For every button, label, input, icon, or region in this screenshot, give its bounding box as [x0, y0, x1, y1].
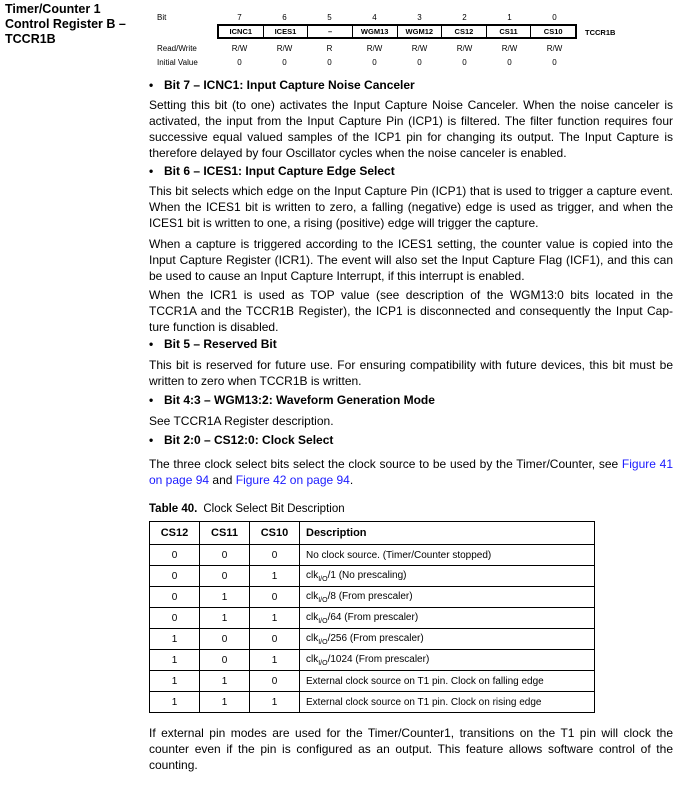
initial-value: 0	[417, 58, 422, 67]
bit5-heading: • Bit 5 – Reserved Bit	[149, 337, 277, 351]
table-row	[150, 650, 595, 671]
bit-number: 1	[507, 13, 512, 22]
initial-value: 0	[462, 58, 467, 67]
cell-description: External clock source on T1 pin. Clock on rising edge	[300, 692, 595, 713]
bit-number: 2	[462, 13, 467, 22]
bit6-heading: • Bit 6 – ICES1: Input Capture Edge Select	[149, 164, 395, 178]
cell-cs11: 0	[200, 545, 250, 566]
cell-cs11: 0	[200, 566, 250, 587]
clock-select-table	[149, 521, 595, 713]
bit20-para: The three clock select bits select the clock source to be used by the Timer/Counter, see Figure 41 on page 94 and Figure 42 on page 94.	[149, 457, 673, 487]
register-field: CS11	[487, 26, 532, 37]
cell-cs10: 0	[250, 545, 300, 566]
register-field: ICES1	[264, 26, 309, 37]
bit43-para: See TCCR1A Register description.	[149, 414, 334, 428]
rw-value: R/W	[456, 44, 473, 53]
bit6-para-2: When a capture is triggered according to the ICES1 setting, the counter value is copied into the Input Capture Register (ICR1). The event will also set the Input Capture Flag (ICF1), and this can be used to cause an Input Capture Interrupt, if this interrupt is enabled.	[149, 237, 673, 283]
footer-para: If external pin modes are used for the Timer/Counter1, transitions on the T1 pin will clock the counter even if the pin is configured as an output. This feature allows software control of the counting.	[149, 726, 673, 772]
cell-cs10: 1	[250, 650, 300, 671]
initial-value: 0	[507, 58, 512, 67]
cell-cs12: 0	[150, 566, 200, 587]
cell-description: External clock source on T1 pin. Clock on falling edge	[300, 671, 595, 692]
cell-cs11: 1	[200, 608, 250, 629]
cell-cs11: 1	[200, 692, 250, 713]
rw-value: R	[326, 44, 333, 53]
cell-cs10: 1	[250, 608, 300, 629]
bit6-para-3: When the ICR1 is used as TOP value (see description of the WGM13:0 bits located in the TCCR1A and the TCCR1B Register), the ICP1 is disconnected and consequently the Input Cap-ture function is disabled.	[149, 288, 673, 334]
bit-number: 4	[372, 13, 377, 22]
register-field: –	[308, 26, 353, 37]
cell-cs10: 1	[250, 566, 300, 587]
bit43-heading: • Bit 4:3 – WGM13:2: Waveform Generation Mode	[149, 393, 435, 407]
rw-value: R/W	[411, 44, 428, 53]
cell-cs11: 1	[200, 587, 250, 608]
cell-cs11: 0	[200, 650, 250, 671]
section-title: Timer/Counter 1 Control Register B – TCCR1B	[5, 2, 126, 46]
iv-row-label: Initial Value	[157, 58, 198, 67]
register-field: ICNC1	[219, 26, 264, 37]
figure42-link[interactable]: Figure 42 on page 94	[235, 473, 350, 487]
rw-value: R/W	[366, 44, 383, 53]
col-cs11: CS11	[200, 522, 250, 545]
table-row	[150, 671, 595, 692]
cell-cs12: 1	[150, 692, 200, 713]
cell-cs12: 0	[150, 608, 200, 629]
cell-description: clk$_{I/O}$/1024 (From prescaler)	[300, 650, 595, 671]
register-fields	[217, 24, 577, 39]
cell-description: clk$_{I/O}$/8 (From prescaler)	[300, 587, 595, 608]
bit20-heading: • Bit 2:0 – CS12:0: Clock Select	[149, 433, 334, 447]
bit5-para: This bit is reserved for future use. For ensuring compatibility with future devices, this bit must be written to zero when TCCR1B is written.	[149, 358, 673, 388]
cell-cs12: 1	[150, 671, 200, 692]
cell-description: clk$_{I/O}$/1 (No prescaling)	[300, 566, 595, 587]
register-name: TCCR1B	[585, 28, 616, 37]
cell-cs10: 0	[250, 587, 300, 608]
register-field: CS10	[543, 27, 563, 36]
bit7-para: Setting this bit (to one) activates the Input Capture Noise Canceler. When the noise canceler is activated, the input from the Input Capture Pin (ICP1) is filtered. The filter function requires four successive equal valued samples of the ICP1 pin for changing its output. The Input Capture is therefore delayed by four Oscillator cycles when the noise canceler is enabled.	[149, 98, 673, 160]
table-row	[150, 545, 595, 566]
table-row	[150, 692, 595, 713]
cell-cs10: 0	[250, 629, 300, 650]
table-caption: Table 40. Clock Select Bit Description	[149, 503, 345, 515]
table-row	[150, 587, 595, 608]
bit-number: 3	[417, 13, 422, 22]
cell-cs10: 0	[250, 671, 300, 692]
table-row	[150, 629, 595, 650]
cell-cs12: 1	[150, 629, 200, 650]
bit-number: 7	[237, 13, 242, 22]
col-cs10: CS10	[250, 522, 300, 545]
cell-cs11: 1	[200, 671, 250, 692]
table-row	[150, 608, 595, 629]
cell-cs12: 1	[150, 650, 200, 671]
bit6-para-1: This bit selects which edge on the Input Capture Pin (ICP1) that is used to trigger a capture event. When the ICES1 bit is written to zero, a falling (negative) edge is used as trigger, and when the ICES1 bit is written to one, a rising (positive) edge will trigger the capture.	[149, 184, 673, 230]
rw-value: R/W	[501, 44, 518, 53]
rw-value: R/W	[546, 44, 563, 53]
initial-value: 0	[372, 58, 377, 67]
figure41-link[interactable]: Figure 41 on page 94	[149, 457, 673, 487]
bit-row-label: Bit	[157, 13, 167, 22]
register-field: WGM12	[398, 26, 443, 37]
bit-number: 6	[282, 13, 287, 22]
rw-value: R/W	[231, 44, 248, 53]
initial-value: 0	[552, 58, 557, 67]
col-description: Description	[300, 522, 595, 545]
cell-cs12: 0	[150, 545, 200, 566]
cell-description: clk$_{I/O}$/64 (From prescaler)	[300, 608, 595, 629]
rw-row-label: Read/Write	[157, 44, 197, 53]
register-field: WGM13	[353, 26, 398, 37]
initial-value: 0	[237, 58, 242, 67]
bit-number: 0	[552, 13, 557, 22]
bit7-heading: • Bit 7 – ICNC1: Input Capture Noise Canceler	[149, 78, 415, 92]
cell-cs11: 0	[200, 629, 250, 650]
table-row	[150, 566, 595, 587]
cell-cs12: 0	[150, 587, 200, 608]
rw-value: R/W	[276, 44, 293, 53]
cell-description: clk$_{I/O}$/256 (From prescaler)	[300, 629, 595, 650]
initial-value: 0	[327, 58, 332, 67]
cell-description: No clock source. (Timer/Counter stopped)	[300, 545, 595, 566]
initial-value: 0	[282, 58, 287, 67]
cell-cs10: 1	[250, 692, 300, 713]
bit-number: 5	[327, 13, 332, 22]
register-field: CS12	[442, 26, 487, 37]
col-cs12: CS12	[150, 522, 200, 545]
